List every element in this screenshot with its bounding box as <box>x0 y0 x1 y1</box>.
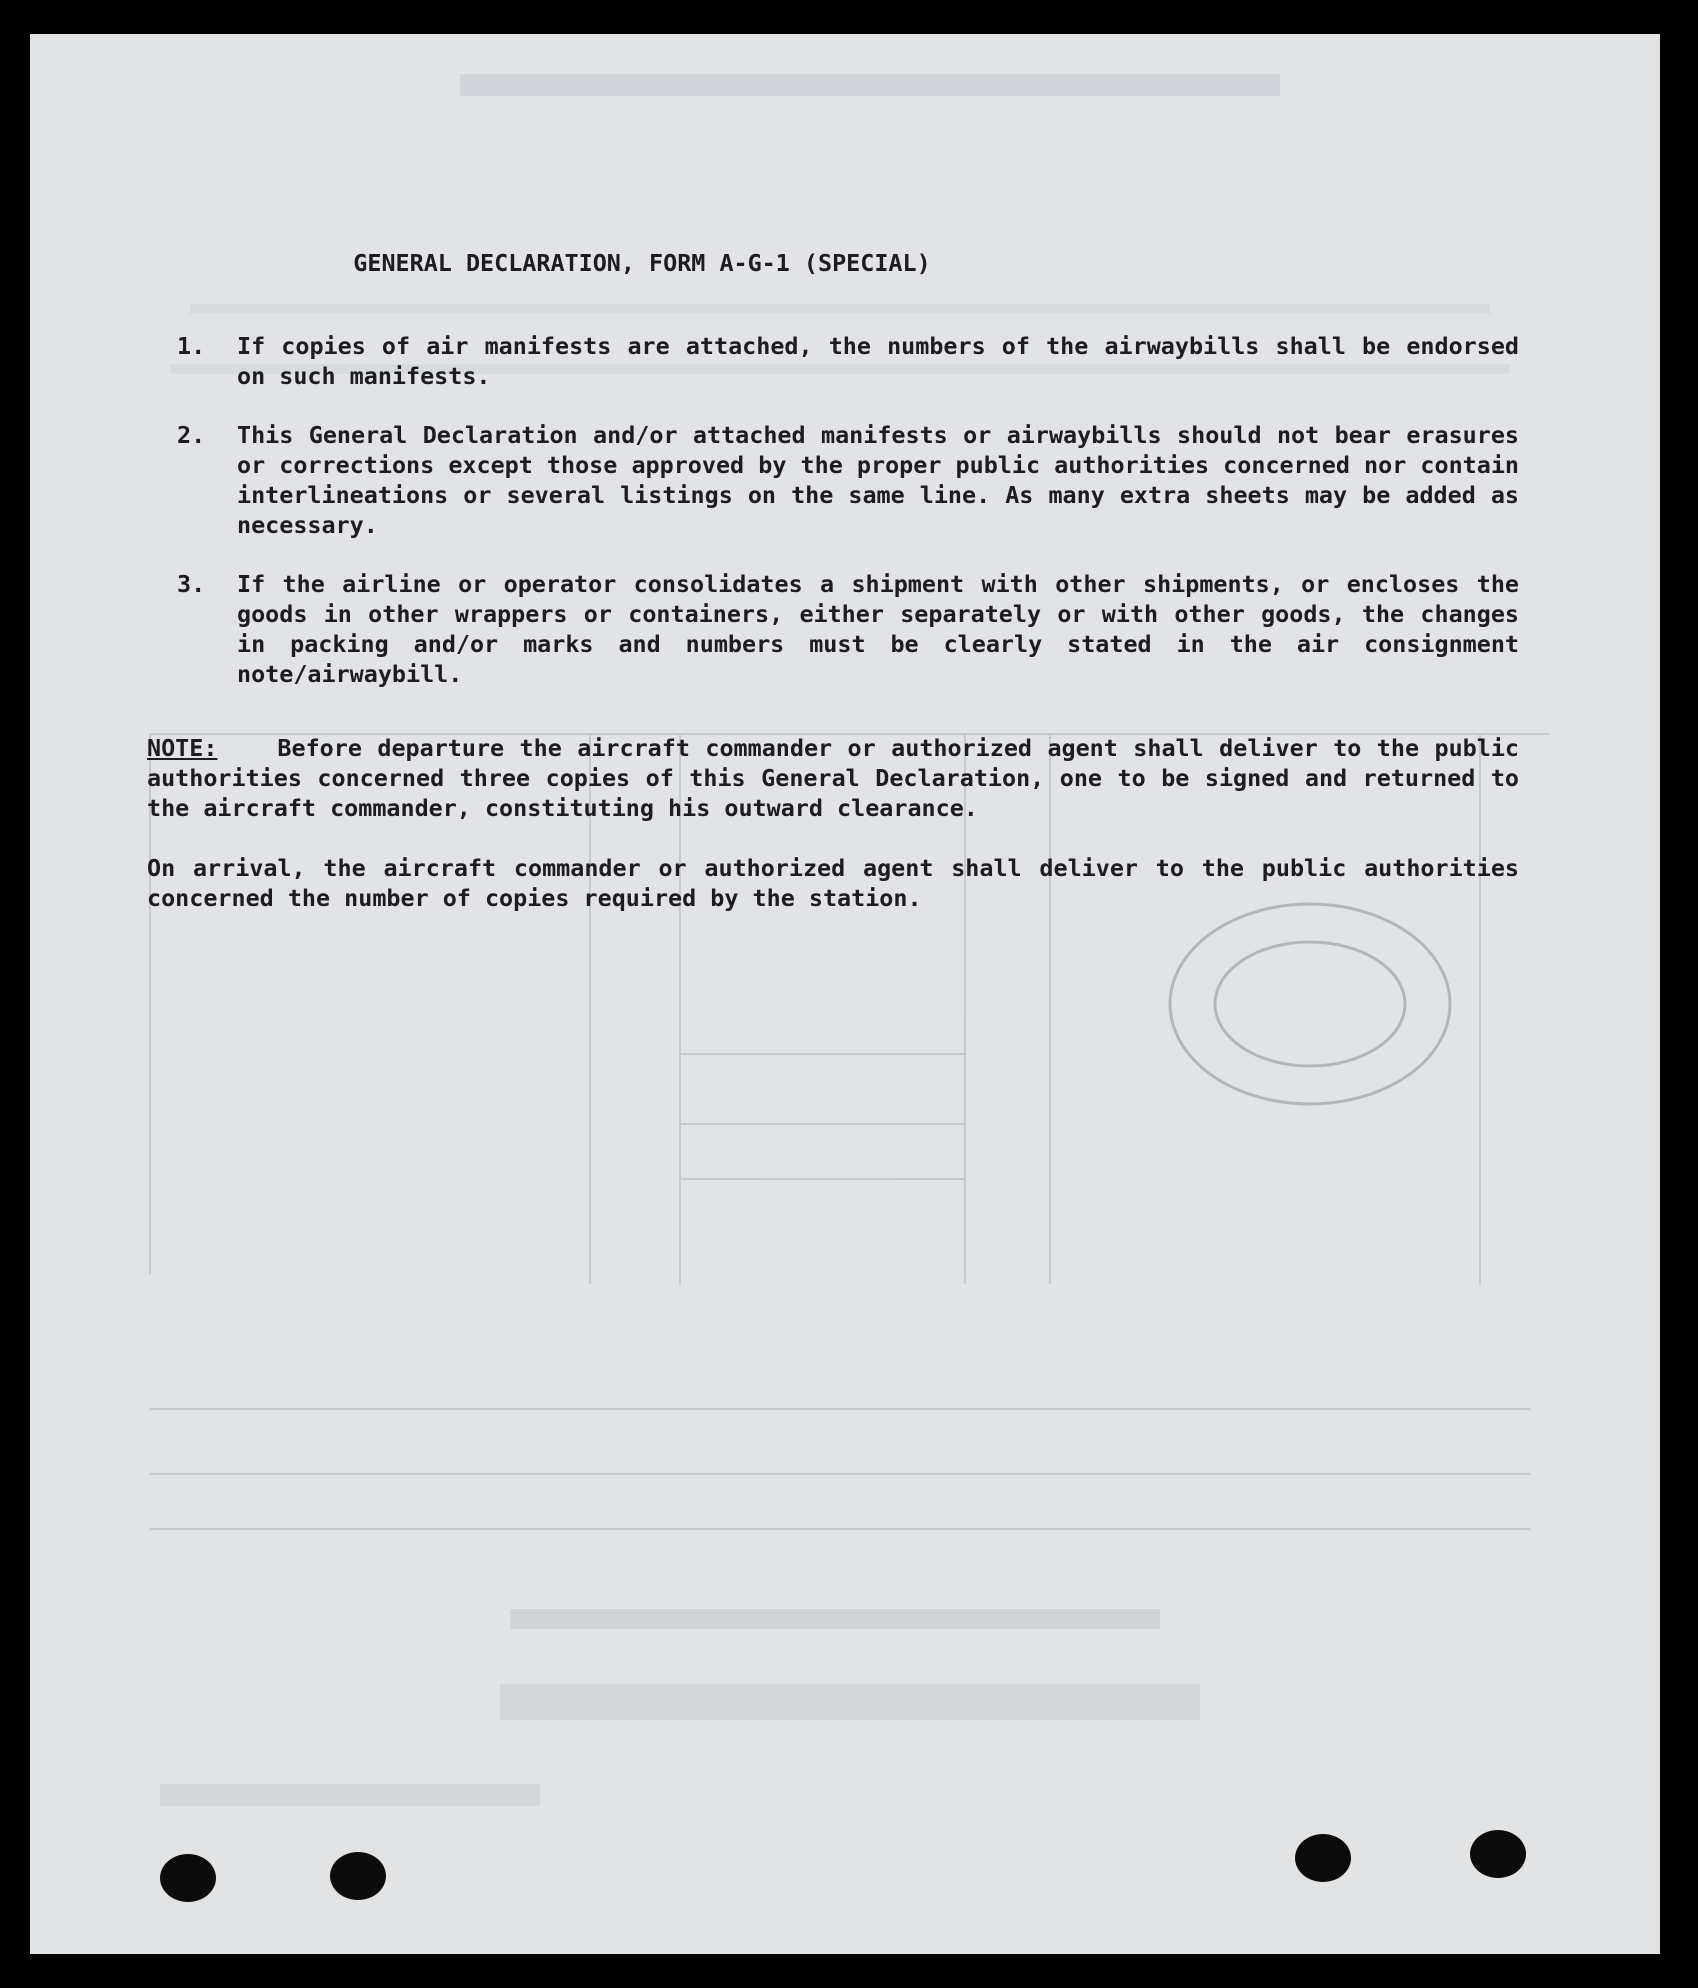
item-number: 1. <box>177 332 206 360</box>
instruction-item-3 <box>177 569 1519 689</box>
instructions-text <box>147 248 1519 913</box>
item-text: This General Declaration and/or attached manifests or airwaybills should not bear erasures or corrections except those approved by the proper public authorities concerned nor contain interlineations or several listings on the same line. As many extra sheets may be added as necessary. <box>237 421 1519 539</box>
punch-hole-right-2 <box>1470 1830 1526 1878</box>
punch-hole-right-1 <box>1295 1834 1351 1882</box>
document-title: GENERAL DECLARATION, FORM A-G-1 (SPECIAL) <box>353 249 931 277</box>
punch-hole-left-1 <box>160 1854 216 1902</box>
note-paragraph <box>147 733 1519 823</box>
document-page <box>30 34 1660 1954</box>
instruction-item-2 <box>177 420 1519 540</box>
note-label: NOTE: <box>147 734 218 762</box>
item-number: 2. <box>177 421 206 449</box>
item-number: 3. <box>177 570 206 598</box>
note-text: Before departure the aircraft commander or authorized agent shall deliver to the public authorities concerned three copies of this General Declaration, one to be signed and returned to the aircraft commander, constituting his outward clearance. <box>147 734 1519 822</box>
punch-hole-left-2 <box>330 1852 386 1900</box>
arrival-paragraph: On arrival, the aircraft commander or authorized agent shall deliver to the public authorities concerned the number of copies required by the station. <box>147 854 1519 912</box>
instruction-item-1 <box>177 331 1519 391</box>
item-text: If copies of air manifests are attached, the numbers of the airwaybills shall be endorsed on such manifests. <box>237 332 1519 390</box>
item-text: If the airline or operator consolidates a shipment with other shipments, or encloses the goods in other wrappers or containers, either separately or with other goods, the changes in packing and/or marks and numbers must be clearly stated in the air consignment note/airwaybill. <box>237 570 1519 688</box>
